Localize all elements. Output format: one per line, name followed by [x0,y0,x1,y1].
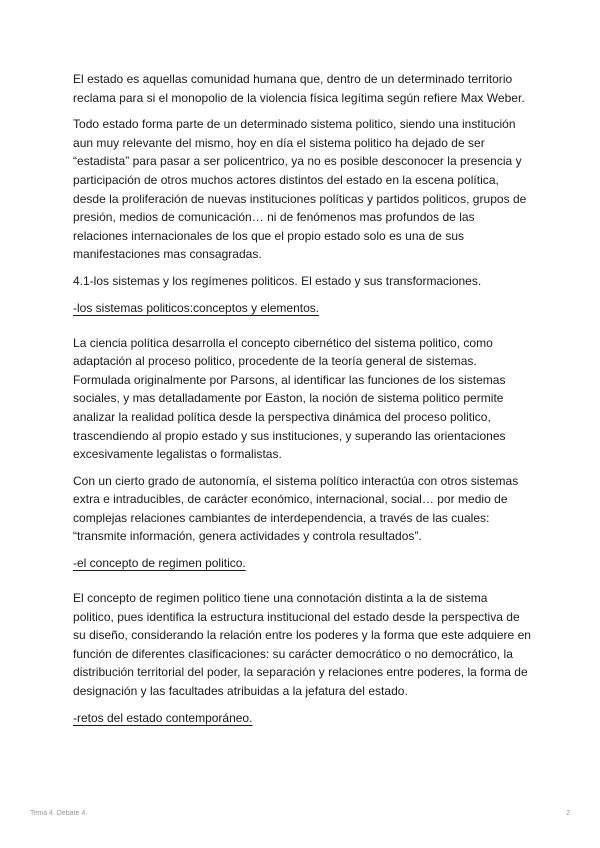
subheading-regimen-politico: -el concepto de regimen politico. [73,556,246,571]
subheading-retos-estado: -retos del estado contemporáneo. [73,710,253,725]
page-number: 2 [566,810,570,817]
paragraph-sistema-politico: Todo estado forma parte de un determinado sistema politico, siendo una institución aun muy relevante del mismo, hoy en día el sistema politico ha dejado de ser “estadista” para pasar a ser policentrico, ya no es posible desconocer la presencia y participación de otros muchos actores distintos del estado en la escena política, desde la proliferación de nuevas instituciones políticas y partidos politicos, grupos de presión, medios de comunicación… ni de fenómenos mas profundos de las relaciones internacionales de los que el propio estado solo es una de sus manifestaciones mas consagradas. [73,117,527,262]
page-body [73,70,531,744]
paragraph-ciencia-politica: La ciencia política desarrolla el concepto cibernético del sistema politico, como adaptación al proceso politico, procedente de la teoría general de sistemas. Formulada originalmente por Parsons, al identificar las funciones de los sistemas sociales, y mas detalladamente por Easton, la noción de sistema politico permite analizar la realidad política desde la perspectiva dinámica del proceso politico, trascendiendo al propio estado y sus instituciones, y superando las orientaciones excesivamente legalistas o formalistas. [73,335,506,462]
paragraph-autonomia: Con un cierto grado de autonomía, el sistema político interactúa con otros sistemas extra e intraducibles, de carácter económico, internacional, social… por medio de complejas relaciones cambiantes de interdependencia, a través de las cuales: “transmite información, genera actividades y controla resultados”. [73,473,519,544]
footer-title: Tema 4. Debate 4. [30,810,88,817]
subheading-sistemas-politicos: -los sistemas politicos:conceptos y elementos. [73,300,320,315]
paragraph-weber-definition: El estado es aquellas comunidad humana que, dentro de un determinado territorio reclama para si el monopolio de la violencia física legítima según refiere Max Weber. [73,72,525,105]
paragraph-regimen-politico: El concepto de regimen politico tiene una connotación distinta a la de sistema politico, pues identifica la estructura institucional del estado desde la perspectiva de su diseño, considerando la relación entre los poderes y la forma que este adquiere en función de diferentes clasificaciones: su carácter democrático o no democrático, la distribución territorial del poder, la separación y relaciones entre poderes, la forma de designación y las facultades atribuidas a la jefatura del estado. [73,591,531,699]
section-heading-4-1: 4.1-los sistemas y los regímenes politicos. El estado y sus transformaciones. [73,273,482,288]
